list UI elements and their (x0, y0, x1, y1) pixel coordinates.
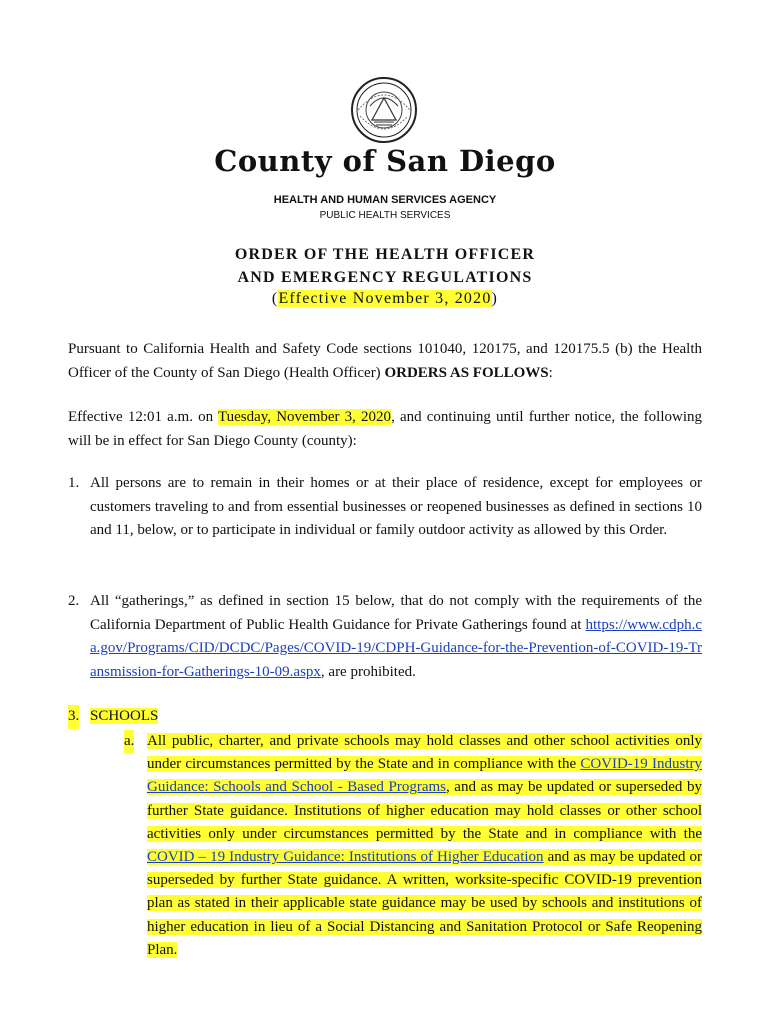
effective-date-highlight: Effective November 3, 2020 (278, 290, 492, 307)
list-item-text (90, 705, 702, 729)
subitem-text-part2: , and as may be updated or superseded by further State guidance. Institutions of higher education may hold classes or other school activities only under circumstances permitted by the State and in compliance with the (147, 779, 702, 842)
list-item (68, 590, 702, 684)
list-item-number: 2. (68, 593, 80, 609)
order-title (0, 243, 770, 289)
schools-guidance-link[interactable]: COVID-19 Industry Guidance: Schools and School - Based Programs (147, 756, 702, 796)
list-item-number: 1. (68, 475, 80, 491)
agency-name: HEALTH AND HUMAN SERVICES AGENCY (273, 194, 497, 206)
county-name-title: County of San Diego (214, 144, 556, 178)
subitem-text-part1: All public, charter, and private schools may hold classes and other school activities only under circumstances permitted by the State and in compliance with the (147, 733, 702, 773)
effective-post: , and continuing until further notice, the following will be in effect for San Diego County (county): (68, 409, 703, 449)
list-item-text (90, 590, 702, 684)
list-item-number: 3. (68, 705, 79, 729)
subitem-text-part3: and as may be updated or superseded by further State guidance. A written, worksite-specific COVID-19 prevention plan as stated in their applicable state guidance may be used by schools and institutions of higher education in lieu of a Social Distancing and Sanitation Protocol or Safe Reopening Plan. (147, 849, 702, 958)
effective-paragraph (68, 406, 702, 453)
gatherings-text-pre: All “gatherings,” as defined in section 15 below, that do not comply with the requirements of the California Department of Public Health Guidance for Private Gatherings found at (90, 593, 702, 633)
subitem-text (147, 730, 702, 962)
effective-pre: Effective 12:01 a.m. on (68, 409, 218, 425)
service-name: PUBLIC HEALTH SERVICES (319, 210, 451, 221)
intro-text: Pursuant to California Health and Safety Code sections 101040, 120175, and 120175.5 (b) the Health Officer of the County of San Diego (Health Officer) (68, 341, 702, 381)
gatherings-text-post: , are prohibited. (320, 663, 416, 680)
list-item (68, 472, 702, 543)
order-title-line1: ORDER OF THE HEALTH OFFICER (234, 246, 536, 263)
intro-end: : (548, 364, 553, 381)
subitem-letter: a. (124, 730, 134, 753)
cdph-guidance-link[interactable]: https://www.cdph.ca.gov/Programs/CID/DCDC/Pages/COVID-19/CDPH-Guidance-for-the-Prevention-of-COVID-19-Transmission-for-Gatherings-10-09.aspx (90, 616, 702, 680)
schools-subitem-a (124, 730, 702, 962)
effective-date-inline: Tuesday, November 3, 2020 (218, 409, 392, 425)
list-item-text: All persons are to remain in their homes or at their place of residence, except for employees or customers traveling to and from essential businesses or reopened businesses as defined in sections 10 and 11, below, or to participate in individual or family outdoor activity as allowed by this Order. (90, 475, 702, 538)
list-item (68, 705, 702, 729)
higher-education-guidance-link[interactable]: COVID – 19 Industry Guidance: Institutions of Higher Education (147, 849, 544, 866)
order-title-line2: AND EMERGENCY REGULATIONS (237, 269, 533, 286)
effective-close-paren: ) (491, 290, 499, 307)
intro-bold: ORDERS AS FOLLOWS (384, 364, 549, 381)
effective-open-paren: ( (271, 290, 279, 307)
effective-date-line (0, 290, 770, 308)
county-seal-icon (350, 76, 418, 144)
intro-paragraph (68, 338, 702, 385)
schools-heading: SCHOOLS (90, 708, 159, 724)
